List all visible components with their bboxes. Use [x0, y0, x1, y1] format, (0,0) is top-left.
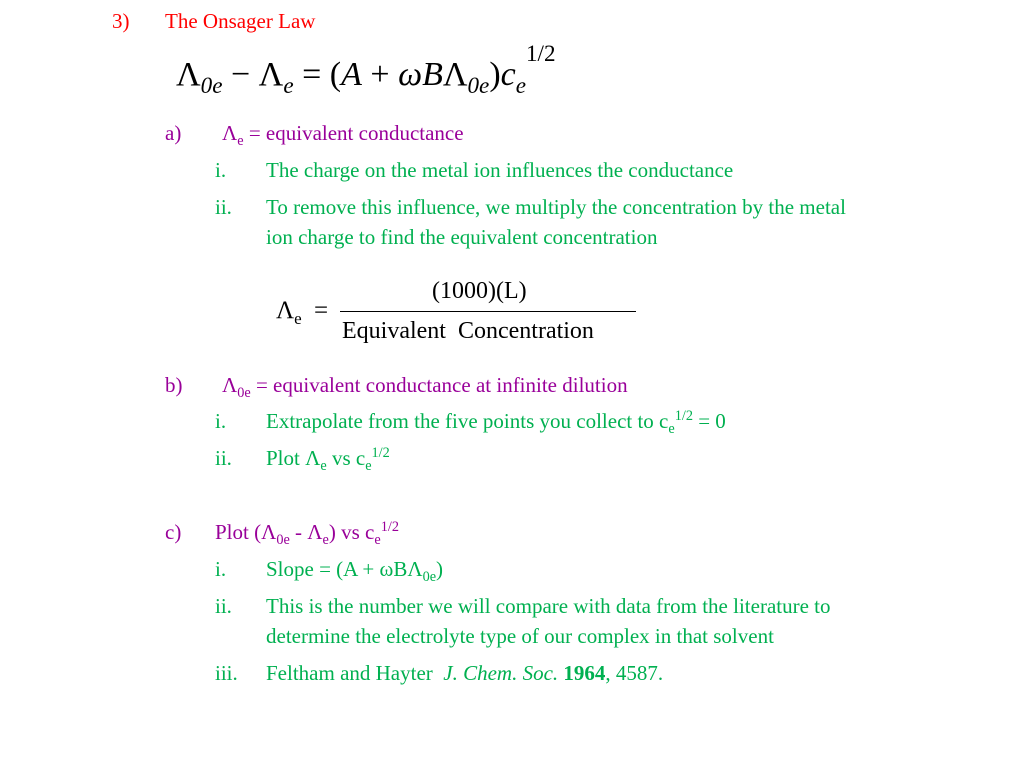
b-item-ii-text: Plot $\Lambda_e$ vs $c_e^{1/2}$ [266, 445, 390, 475]
eq1-minus: − [230, 56, 251, 93]
b-item-i-text: Extrapolate from the five points you collect to $c_e^{1/2} = 0$ [266, 408, 726, 438]
c-item-iii-citation [266, 658, 663, 688]
eq2-equals: = [314, 297, 329, 324]
heading-number: 3) [112, 9, 130, 33]
eq1-omega-b: ωB [398, 56, 443, 93]
eq1-a: A [341, 56, 362, 93]
eq1-lambda0e-2: $\Lambda_{0e}$ [442, 56, 490, 99]
c-item-ii-marker: ii. [215, 594, 232, 618]
eq1-lambda0e: $\Lambda_{0e}$ [176, 56, 223, 99]
citation-year: 1964 [563, 661, 606, 685]
a-item-i-marker: i. [215, 158, 227, 182]
citation-journal: J. Chem. Soc. [443, 661, 559, 685]
b-item-i-marker: i. [215, 409, 227, 433]
citation-pages: , 4587. [605, 661, 664, 685]
section-a-marker: a) [165, 121, 182, 145]
section-b-marker: b) [165, 373, 183, 397]
eq2-denominator: Equivalent Concentration [342, 318, 594, 344]
a-item-ii-line1: To remove this influence, we multiply the concentration by the metal [266, 195, 846, 219]
citation-authors: Feltham and Hayter [266, 661, 444, 685]
eq1-lambdae: $\Lambda_e$ [258, 56, 294, 99]
section-c-marker: c) [165, 520, 182, 544]
eq1-equals: = [302, 56, 322, 93]
c-item-i-text: Slope = (A + ωBΛ$_{0e}$) [266, 557, 444, 586]
eq2-numerator: (1000)(L) [432, 278, 527, 304]
a-item-ii-line2: ion charge to find the equivalent concentration [266, 225, 658, 249]
eq1-ce: $c_e^{1/2}$ [500, 40, 556, 99]
eq1-plus: + [370, 56, 390, 93]
a-item-ii-marker: ii. [215, 195, 232, 219]
heading-title: The Onsager Law [165, 9, 316, 33]
eq2-fraction-bar [340, 311, 636, 312]
eq1-open-paren: ( [329, 56, 342, 93]
c-item-ii-line1: This is the number we will compare with data from the literature to [266, 594, 831, 618]
c-item-iii-marker: iii. [215, 661, 238, 685]
section-b-heading: $\Lambda_{0e}$ = equivalent conductance at infinite dilution [222, 373, 628, 402]
a-item-i-text: The charge on the metal ion influences the conductance [266, 158, 734, 182]
eq2-lhs: $\Lambda_e$ [276, 297, 302, 328]
eq1-close-paren: ) [489, 56, 501, 93]
c-item-i-marker: i. [215, 557, 227, 581]
onsager-equation [176, 40, 556, 100]
section-a-heading: $\Lambda_e$ = equivalent conductance [222, 121, 464, 150]
c-item-ii-line2: determine the electrolyte type of our complex in that solvent [266, 624, 774, 648]
b-item-ii-marker: ii. [215, 446, 232, 470]
section-c-heading: Plot $(\Lambda_{0e} - \Lambda_e)$ vs $c_e^{1/2}$ [215, 519, 399, 549]
